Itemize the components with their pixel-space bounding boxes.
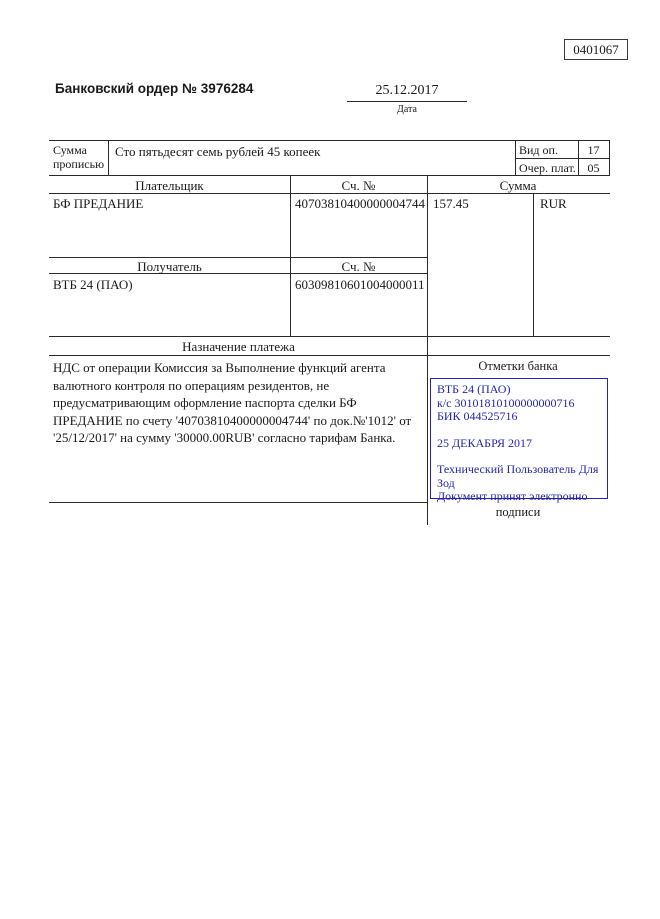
payment-priority-value: 05 xyxy=(587,160,600,175)
bank-stamp xyxy=(430,378,608,503)
grid-line xyxy=(49,193,610,194)
grid-line xyxy=(49,336,610,337)
payer-account: 40703810400000004744 xyxy=(295,196,425,211)
stamp-operator: Технический Пользователь Для Зод xyxy=(437,462,599,490)
signatures-label: подписи xyxy=(495,505,541,519)
receiver-account-header: Сч. № xyxy=(341,258,376,274)
stamp-corr-account: к/с 30101810100000000716 xyxy=(437,395,575,410)
amount-in-words-label: Сумма прописью xyxy=(53,143,105,171)
bank-marks-header: Отметки банка xyxy=(478,359,558,373)
receiver-name: ВТБ 24 (ПАО) xyxy=(53,277,133,292)
amount-value: 157.45 xyxy=(433,196,469,211)
stamp-bik: БИК 044525716 xyxy=(437,409,518,423)
payer-name: БФ ПРЕДАНИЕ xyxy=(53,196,144,211)
date-block xyxy=(347,83,467,115)
grid-line xyxy=(49,175,610,176)
currency-code: RUR xyxy=(540,196,567,211)
amount-in-words: Сто пятьдесят семь рублей 45 копеек xyxy=(115,144,321,159)
payer-section-header: Плательщик xyxy=(135,177,204,193)
date-value: 25.12.2017 xyxy=(347,83,467,102)
receiver-section-header: Получатель xyxy=(137,258,202,274)
payer-account-header: Сч. № xyxy=(341,177,376,193)
form-code-box: 0401067 xyxy=(564,39,628,60)
grid-line xyxy=(49,355,610,356)
grid-line xyxy=(515,158,610,159)
stamp-note: Документ принят электронно xyxy=(437,489,588,503)
receiver-account: 60309810601004000011 xyxy=(295,277,425,292)
stamp-bank-name: ВТБ 24 (ПАО) xyxy=(437,382,511,396)
grid-line xyxy=(49,502,428,503)
grid-line xyxy=(290,175,291,336)
op-type-value: 17 xyxy=(587,143,600,157)
date-label: Дата xyxy=(397,104,417,115)
stamp-date: 25 ДЕКАБРЯ 2017 xyxy=(437,435,532,450)
grid-line xyxy=(49,140,610,141)
grid-line xyxy=(533,193,534,336)
purpose-header: Назначение платежа xyxy=(182,339,295,354)
payment-priority-label: Очер. плат. xyxy=(519,160,576,175)
purpose-text: НДС от операции Комиссия за Выполнение функций агента валютного контроля по операциям резидентов, не предусматривающим оформление паспорта сделки БФ ПРЕДАНИЕ по счету '40703810400000004744' по док.№'1012' от '25/12/2017' на сумму '30000.00RUB' согласно тарифам Банка. xyxy=(53,360,412,446)
document-title: Банковский ордер № 3976284 xyxy=(55,81,254,96)
op-type-label: Вид оп. xyxy=(519,143,558,157)
grid-line xyxy=(515,140,516,176)
amount-header: Сумма xyxy=(499,177,537,193)
grid-line xyxy=(108,140,109,176)
stamp-spacer xyxy=(437,424,601,437)
